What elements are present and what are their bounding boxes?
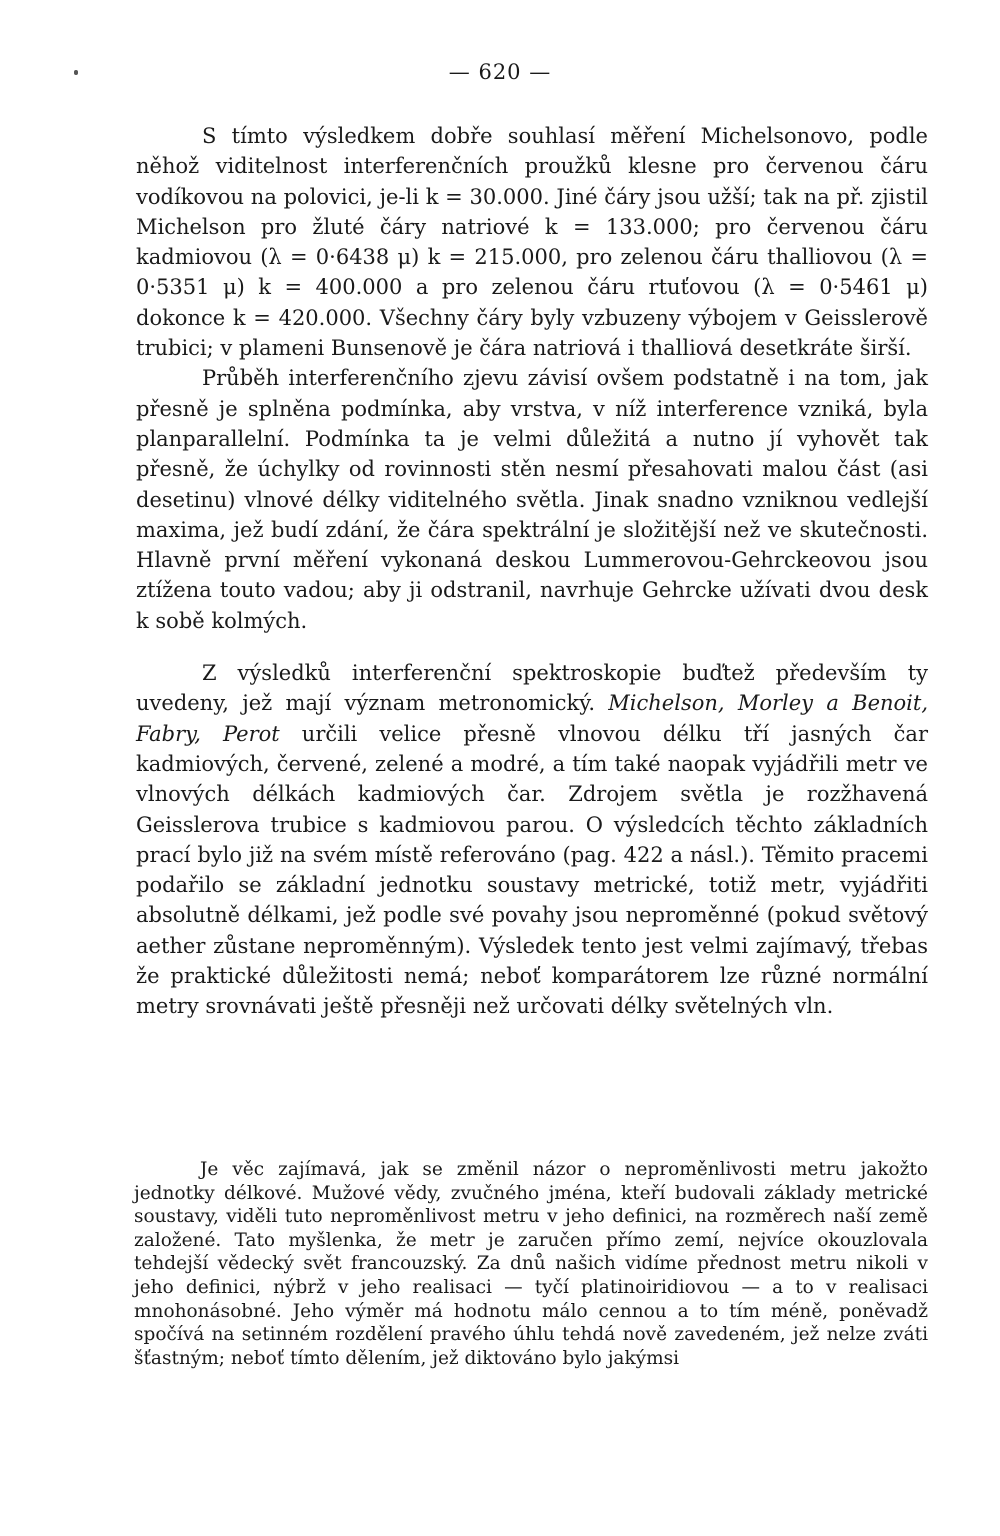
main-text-body (136, 121, 928, 1022)
paragraph-text-before: Z výsledků interferenční spektroskopie buďtež především ty uvedeny, jež mají význam metronomický. (136, 661, 928, 716)
italic-author-names: Michelson, Morley a Benoit, Fabry, Perot (136, 691, 928, 746)
paragraph-text-after: určili velice přesně vlnovou délku tří jasných čar kadmiových, červené, zelené a modré, a tím také naopak vyjádřili metr ve vlnových délkách kadmiových čar. Zdrojem světla je rozžhavená Geisslerova trubice s kadmiovou parou. O výsledcích těchto základních prací bylo již na svém místě referováno (pag. 422 a násl.). Těmito pracemi podařilo se základní jednotku soustavy metrické, totiž metr, vyjádřiti absolutně délkami, jež podle své povahy jsou neproměnné (pokud světový aether zůstane neproměnným). Výsledek tento jest velmi zajímavý, třebas že praktické důležitosti nemá; neboť komparátorem lze různé normální metry srovnávati ještě přesněji než určovati délky světelných vln. (136, 721, 928, 1019)
paragraph-interference-conditions: Průběh interferenčního zjevu závisí ovšem podstatně i na tom, jak přesně je splněna podmínka, aby vrstva, v níž interference vzniká, byla planparallelní. Podmínka ta je velmi důležitá a nutno jí vyhovět tak přesně, že úchylky od rovinnosti stěn nesmí přesahovati malou část (asi desetinu) vlnové délky viditelného světla. Jinak snadno vzniknou vedlejší maxima, jež budí zdání, že čára spektrální je složitější než ve skutečnosti. Hlavně první měření vykonaná deskou Lummerovou-Gehrckeovou jsou ztížena touto vadou; aby ji odstranil, navrhuje Gehrcke užívati dvou desk k sobě kolmých. (136, 366, 928, 633)
paragraph-michelson-measurements: S tímto výsledkem dobře souhlasí měření Michelsonovo, podle něhož viditelnost interferenčních proužků klesne pro červenou čáru vodíkovou na polovici, je-li k = 30.000. Jiné čáry jsou užší; tak na př. zjistil Michelson pro žluté čáry natriové k = 133.000; pro červenou čáru kadmiovou (λ = 0·6438 μ) k = 215.000, pro zelenou čáru thalliovou (λ = 0·5351 μ) k = 400.000 a pro zelenou čáru rtuťovou (λ = 0·5461 μ) dokonce k = 420.000. Všechny čáry byly vzbuzeny výbojem v Geisslerově trubici; v plameni Bunsenově je čára natriová i thalliová desetkráte širší. (136, 124, 928, 361)
footnote-block (134, 1158, 928, 1370)
page-number: — 620 — (448, 60, 552, 84)
paragraph-metronomic-results (136, 658, 928, 1022)
footnote-paragraph: Je věc zajímavá, jak se změnil názor o neproměnlivosti metru jakožto jednotky délkové. Mužové vědy, zvučného jména, kteří budovali základy metrické soustavy, viděli tuto neproměnlivost metru v jeho definici, na rozměrech naší země založené. Tato myšlenka, že metr je zaručen přímo zemí, nejvíce okouzlovala tehdejší vědecký svět francouzský. Za dnů našich vidíme přednost metru nikoli v jeho definici, nýbrž v jeho realisaci — tyčí platinoiridiovou — a to v realisaci mnohonásobné. Jeho výměr má hodnotu málo cennou a to tím méně, poněvadž spočívá na setinném rozdělení pravého úhlu tehdá nově zavedeném, jež nelze zváti šťastným; neboť tímto dělením, jež diktováno bylo jakýmsi (134, 1159, 928, 1369)
